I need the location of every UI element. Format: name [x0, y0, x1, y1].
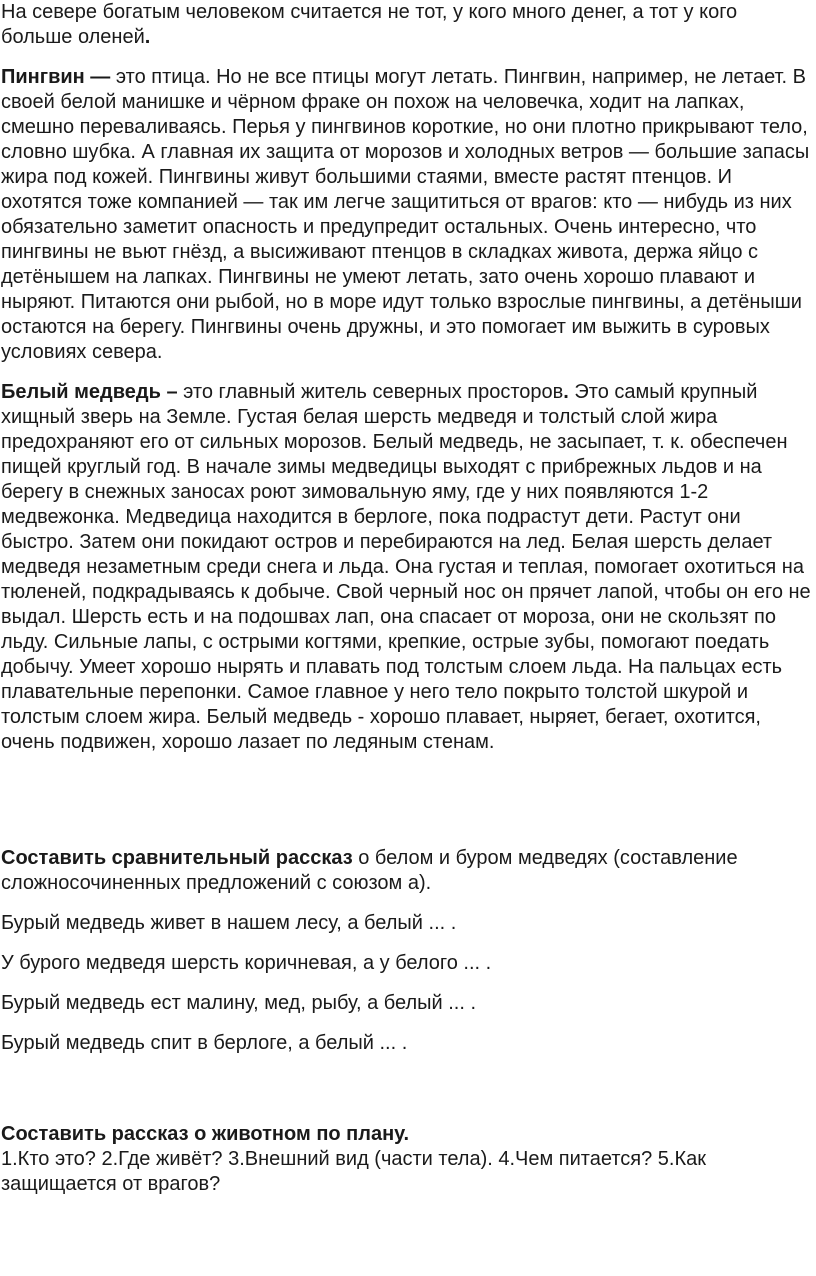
task1-sentence: У бурого медведя шерсть коричневая, а у белого ... .	[1, 952, 492, 974]
intro-end: .	[144, 26, 151, 48]
task1-heading	[1, 846, 812, 896]
penguin-paragraph	[1, 65, 812, 365]
bear-text-a: это главный житель северных просторов	[177, 381, 564, 403]
intro-paragraph	[1, 0, 812, 50]
penguin-text: это птица. Но не все птицы могут летать. Пингвин, например, не летает. В своей белой манишке и чёрном фраке он похож на человечка, ходит на лапках, смешно переваливаясь. Перья у пингвинов короткие, но они плотно прикрывают тело, словно шубка. А главная их защита от морозов и холодных ветров — большие запасы жира под кожей. Пингвины живут большими стаями, вместе растят птенцов. И охотятся тоже компанией — так им легче защититься от врагов: кто — нибудь из них обязательно заметит опасность и предупредит остальных. Очень интересно, что пингвины не вьют гнёзд, а высиживают птенцов в складках живота, держа яйцо с детёнышем на лапках. Пингвины не умеют летать, зато очень хорошо плавают и ныряют. Питаются они рыбой, но в море идут только взрослые пингвины, а детёныши остаются на берегу. Пингвины очень дружны, и это помогает им выжить в суровых условиях севера.	[1, 66, 810, 363]
task1-sentence: Бурый медведь спит в берлоге, а белый ... .	[1, 1032, 408, 1054]
bear-text-b: Это самый крупный хищный зверь на Земле. Густая белая шерсть медведя и толстый слой жира предохраняют его от сильных морозов. Белый медведь, не засыпает, т. к. обеспечен пищей круглый год. В начале зимы медведицы выходят с прибрежных льдов и на берегу в снежных заносах роют зимовальную яму, где у них появляются 1-2 медвежонка. Медведица находится в берлоге, пока подрастут дети. Растут они быстро. Затем они покидают остров и перебираются на лед. Белая шерсть делает медведя незаметным среди снега и льда. Она густая и теплая, помогает охотиться на тюленей, подкрадываясь к добыче. Свой черный нос он прячет лапой, чтобы он его не выдал. Шерсть есть и на подошвах лап, она спасает от мороза, они не скользят по льду. Сильные лапы, с острыми когтями, крепкие, острые зубы, помогают поедать добычу. Умеет хорошо нырять и плавать под толстым слоем льда. На пальцах есть плавательные перепонки. Самое главное у него тело покрыто толстой шкурой и толстым слоем жира. Белый медведь - хорошо плавает, ныряет, бегает, охотится, очень подвижен, хорошо лазает по ледяным стенам.	[1, 381, 811, 753]
task1-sentence: Бурый медведь живет в нашем лесу, а белый ... .	[1, 912, 457, 934]
bear-dot: .	[563, 381, 569, 403]
task1-text: о белом и буром медведях (составление сложносочиненных предложений с союзом а).	[1, 847, 738, 894]
task1-sentence: Бурый медведь ест малину, мед, рыбу, а белый ... .	[1, 992, 476, 1014]
penguin-title: Пингвин —	[1, 66, 111, 88]
task1-title: Составить сравнительный рассказ	[1, 847, 353, 869]
bear-title: Белый медведь –	[1, 381, 178, 403]
intro-text: На севере богатым человеком считается не тот, у кого много денег, а тот у кого больше оленей	[1, 1, 738, 48]
task2-block	[1, 1122, 812, 1197]
bear-paragraph	[1, 380, 812, 755]
task2-plan: 1.Кто это? 2.Где живёт? 3.Внешний вид (части тела). 4.Чем питается? 5.Как защищается от врагов?	[1, 1148, 706, 1195]
task2-title: Составить рассказ о животном по плану.	[1, 1123, 410, 1145]
